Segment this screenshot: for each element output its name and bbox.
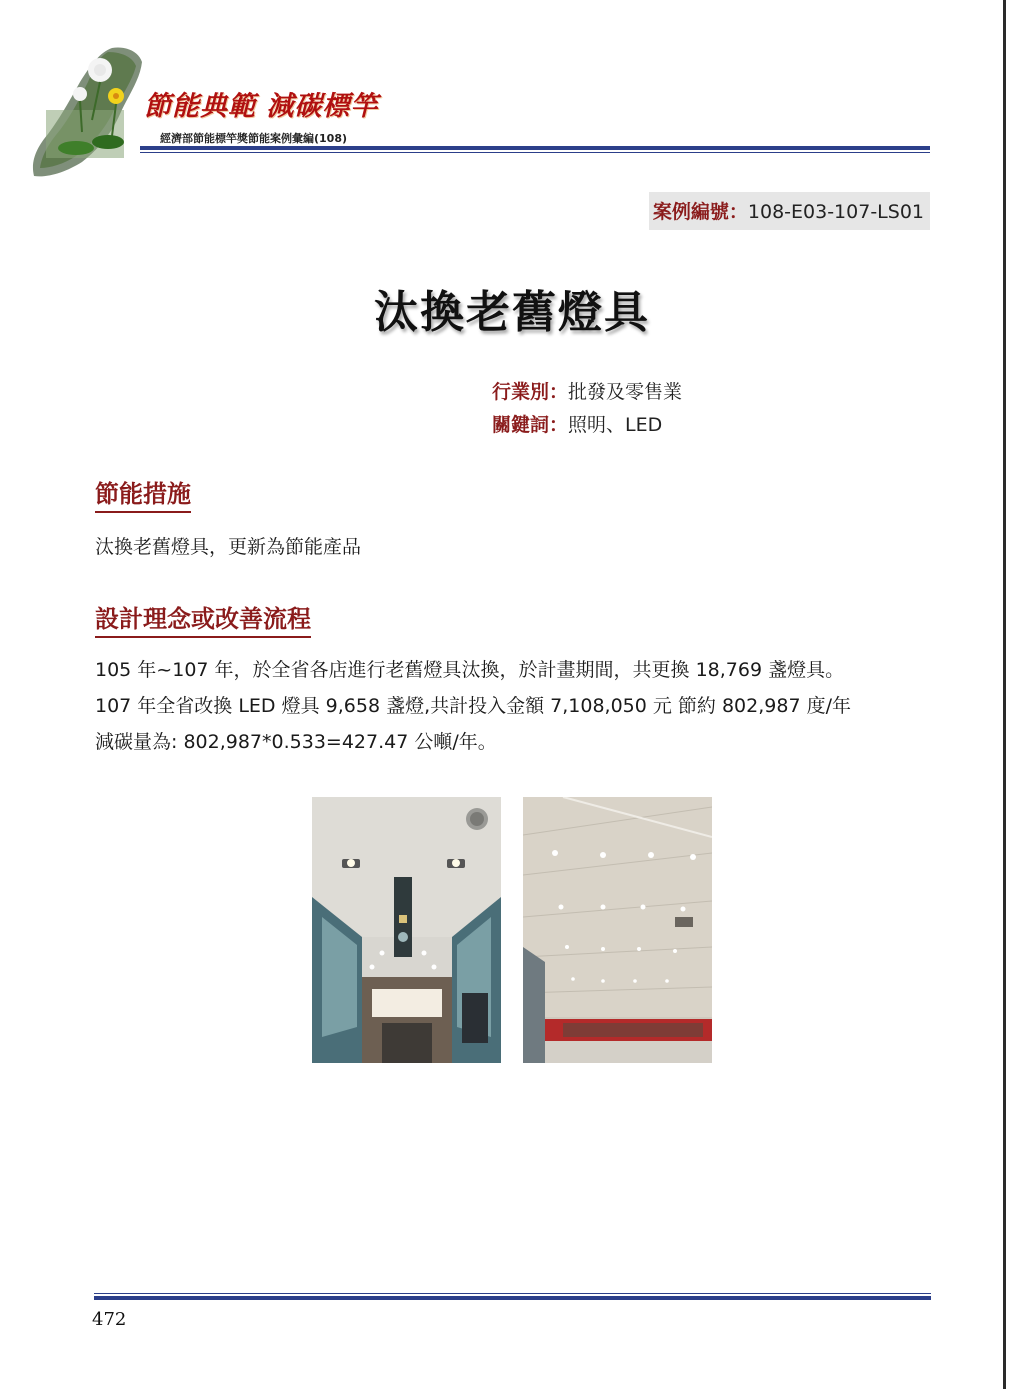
- case-number-badge: [649, 192, 930, 230]
- design-text-line: 減碳量為: 802,987*0.533=427.47 公噸/年。: [95, 731, 497, 753]
- design-text: [95, 652, 935, 760]
- header-subtitle: 經濟部節能標竿獎節能案例彙編(108): [160, 132, 348, 145]
- industry-value: 批發及零售業: [568, 381, 683, 403]
- keywords-label: 關鍵詞：: [492, 414, 569, 436]
- footer-rule: [94, 1293, 931, 1300]
- case-number-label: 案例編號：: [652, 201, 748, 223]
- header-rule: [140, 146, 930, 153]
- case-number-value: 108-E03-107-LS01: [747, 201, 924, 223]
- header-title: 節能典範 減碳標竿: [144, 91, 379, 122]
- measures-heading: 節能措施: [95, 474, 191, 513]
- industry-row: [492, 376, 682, 409]
- design-text-line: 107 年全省改換 LED 燈具 9,658 盞燈,共計投入金額 7,108,050 元 節約 802,987 度/年: [95, 695, 851, 717]
- page-frame-edge: [1003, 0, 1006, 1389]
- keywords-value: 照明、LED: [568, 414, 663, 436]
- keywords-row: [492, 409, 682, 442]
- design-text-line: 105 年~107 年，於全省各店進行老舊燈具汰換，於計畫期間，共更換 18,769 盞燈具。: [95, 659, 845, 681]
- industry-label: 行業別：: [492, 381, 569, 403]
- case-meta: [492, 376, 682, 442]
- design-heading: 設計理念或改善流程: [95, 599, 311, 638]
- ceiling-lights-photo: [523, 797, 712, 1063]
- page-header: [20, 40, 940, 180]
- store-interior-photo: [312, 797, 501, 1063]
- page-number: 472: [92, 1309, 127, 1330]
- measures-text: 汰換老舊燈具，更新為節能產品: [95, 536, 362, 558]
- page-title: 汰換老舊燈具: [374, 287, 650, 338]
